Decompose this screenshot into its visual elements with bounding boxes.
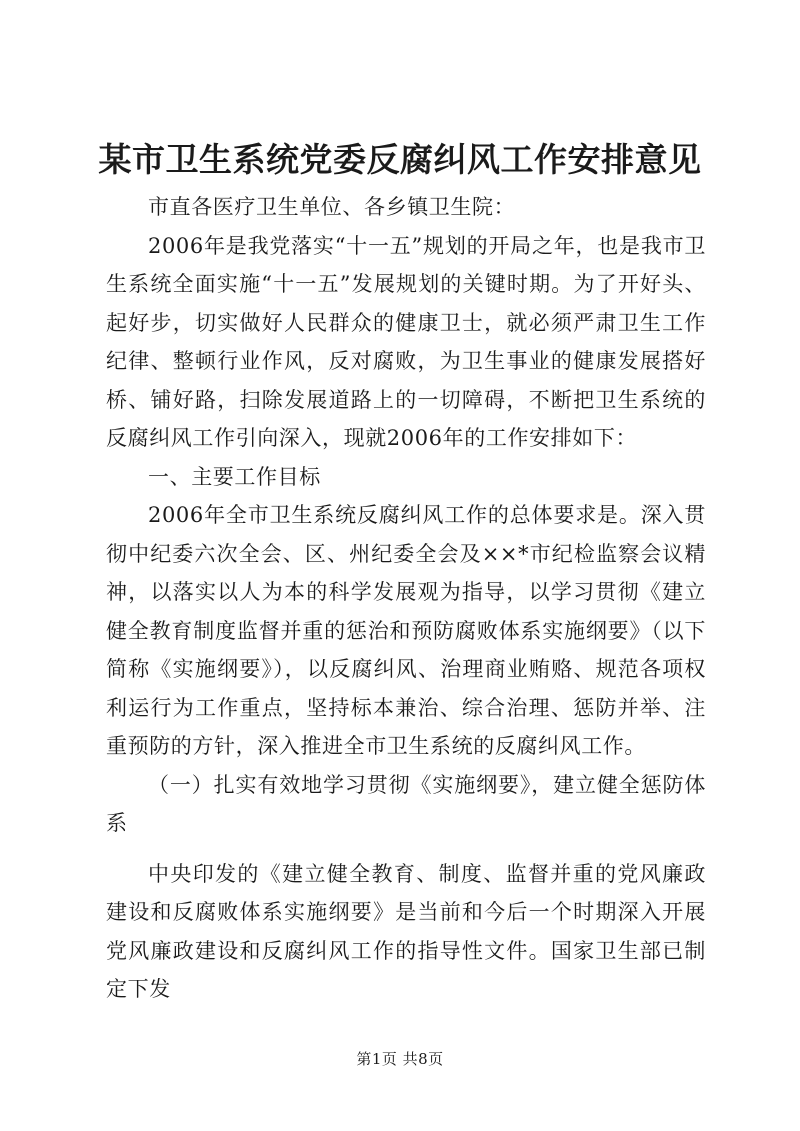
salutation-paragraph: 市直各医疗卫生单位、各乡镇卫生院： — [148, 195, 516, 219]
document-title: 某市卫生系统党委反腐纠风工作安排意见 — [98, 140, 702, 179]
page-number: 第1页 共8页 — [356, 1050, 444, 1068]
subsection-heading: （一）扎实有效地学习贯彻《实施纲要》，建立健全惩防体系 — [106, 772, 706, 835]
goals-paragraph: 2006年全市卫生系统反腐纠风工作的总体要求是。深入贯彻中纪委六次全会、区、州纪委全会及××*市纪检监察会议精神，以落实以人为本的科学发展观为指导，以学习贯彻《建立健全教育制度监督并重的惩治和预防腐败体系实施纲要》（以下简称《实施纲要》），以反腐纠风、治理商业贿赂、规范各项权利运行为工作重点，坚持标本兼治、综合治理、惩防并举、注重预防的方针，深入推进全市卫生系统的反腐纠风工作。 — [106, 503, 706, 758]
document-body — [106, 188, 706, 1009]
section-heading: 一、主要工作目标 — [148, 464, 321, 489]
outline-paragraph: 中央印发的《建立健全教育、制度、监督并重的党风廉政建设和反腐败体系实施纲要》是当前和今后一个时期深入开展党风廉政建设和反腐纠风工作的指导性文件。国家卫生部已制定下发 — [106, 861, 706, 1001]
intro-paragraph: 2006年是我党落实“十一五”规划的开局之年，也是我市卫生系统全面实施“十一五”发展规划的关键时期。为了开好头、起好步，切实做好人民群众的健康卫士，就必须严肃卫生工作纪律、整顿行业作风，反对腐败，为卫生事业的健康发展搭好桥、铺好路，扫除发展道路上的一切障碍，不断把卫生系统的反腐纠风工作引向深入，现就2006年的工作安排如下： — [106, 233, 706, 450]
